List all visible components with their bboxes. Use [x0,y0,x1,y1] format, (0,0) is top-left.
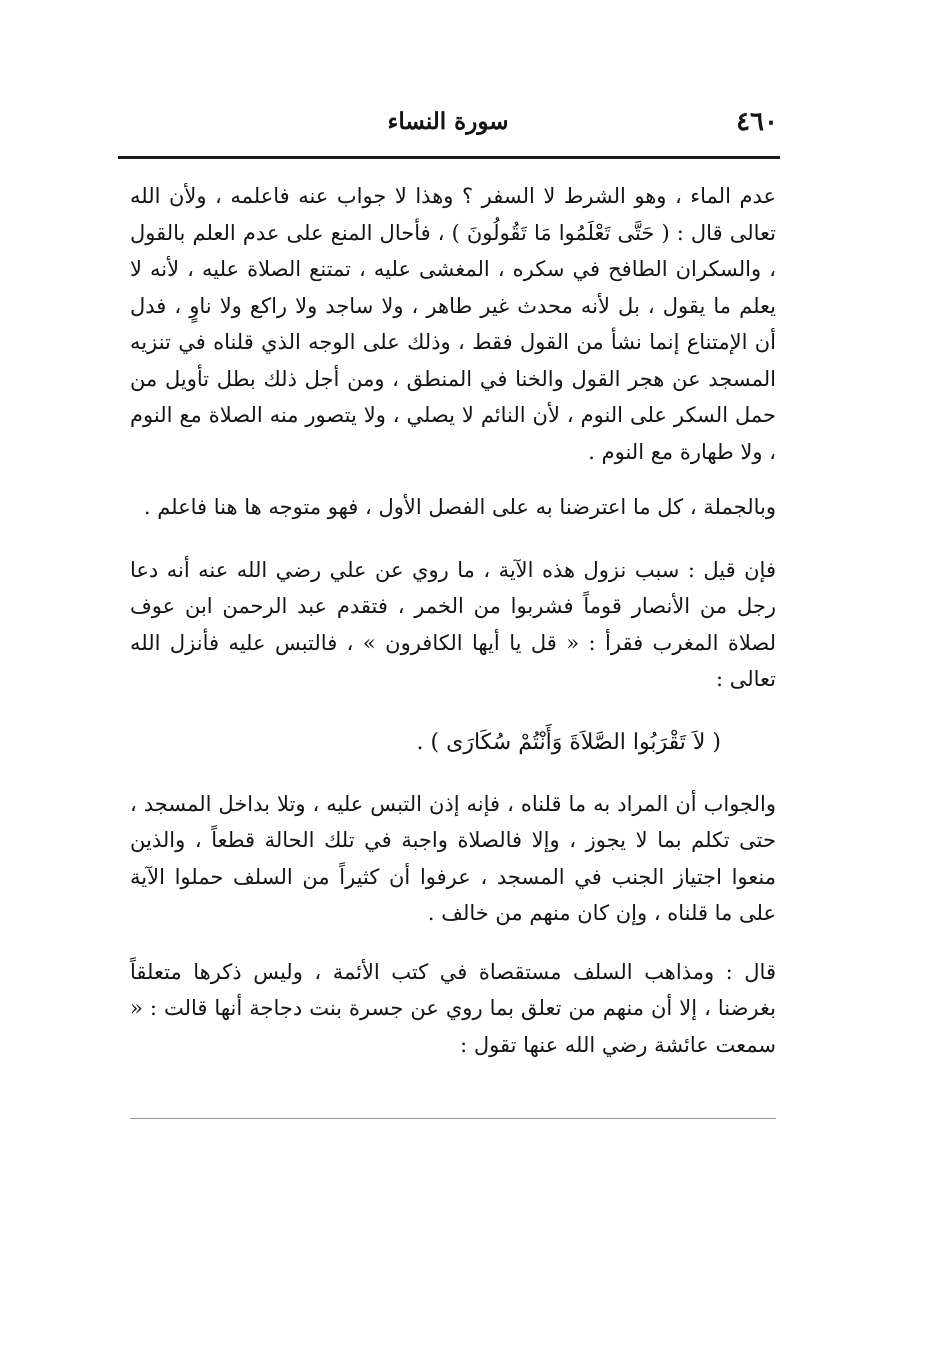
underline-mark [130,1118,776,1119]
running-title: سورة النساء [387,108,509,135]
paragraph-4: والجواب أن المراد به ما قلناه ، فإنه إذن التبس عليه ، وتلا بداخل المسجد ، حتى تكلم بما لا يجوز ، وإلا فالصلاة واجبة في تلك الحالة قطعاً ، والذين منعوا اجتياز الجنب في المسجد ، عرفوا أن كثيراً من السلف حملوا الآية على ما قلناه ، وإن كان منهم من خالف . [130,791,776,925]
paragraph-3: فإن قيل : سبب نزول هذه الآية ، ما روي عن علي رضي الله عنه أنه دعا رجل من الأنصار قوماً فشربوا من الخمر ، فتقدم عبد الرحمن ابن عوف لصلاة المغرب فقرأ : « قل يا أيها الكافرون » ، فالتبس عليه فأنزل الله تعالى : [130,557,776,691]
paragraph-5: قال : ومذاهب السلف مستقصاة في كتب الأئمة ، وليس ذكرها متعلقاً بغرضنا ، إلا أن منهم من تعلق بما روي عن جسرة بنت دجاجة أنها قالت : « سمعت عائشة رضي الله عنها تقول : [130,959,776,1057]
page-header [118,102,778,142]
paragraph-1: عدم الماء ، وهو الشرط لا السفر ؟ وهذا لا جواب عنه فاعلمه ، ولأن الله تعالى قال : ( حَتَّى تَعْلَمُوا مَا تَقُولُونَ ) ، فأحال المنع على عدم العلم بالقول ، والسكران الطافح في سكره ، المغشى عليه ، تمتنع الصلاة عليه ، لأنه لا يعلم ما يقول ، بل لأنه محدث غير طاهر ، ولا ساجد ولا راكع ولا ناوٍ ، فدل أن الإمتناع إنما نشأ من القول فقط ، وذلك على الوجه الذي قلناه في تنزيه المسجد عن هجر القول والخنا في المنطق ، ومن أجل ذلك بطل تأويل من حمل السكر على النوم ، لأن النائم لا يصلي ، ولا يتصور منه الصلاة مع النوم ، ولا طهارة مع النوم . [130,184,776,464]
quranic-verse: ( لاَ تَقْرَبُوا الصَّلاَةَ وَأَنْتُمْ سُكَارَى ) . [416,729,721,755]
body-text [130,178,776,1063]
header-rule [118,156,780,159]
paragraph-2: وبالجملة ، كل ما اعترضنا به على الفصل الأول ، فهو متوجه ها هنا فاعلم . [143,495,776,519]
page-number: ٤٦٠ [736,107,778,137]
